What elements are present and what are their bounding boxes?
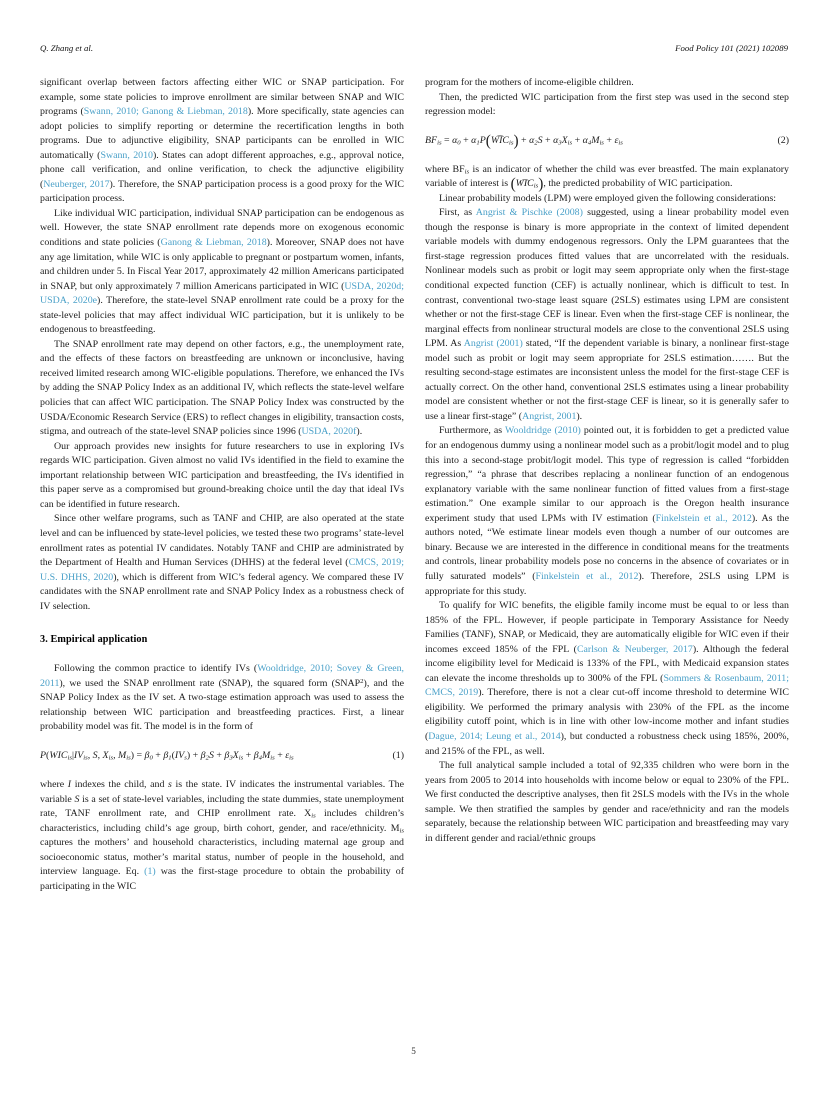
equation (40, 747, 404, 765)
citation-link[interactable]: Sommers & Rosenbaum, 2011; CMCS, 2019 (425, 672, 789, 699)
text-segment: ) (538, 175, 544, 193)
text-segment: Then, the predicted WIC participation from the first step was used in the second step regression model: (425, 91, 789, 118)
text-segment: ( (510, 175, 516, 193)
text-segment: 1 (168, 754, 172, 762)
text-segment: | (71, 749, 74, 761)
text-segment: ⌢ WIC (491, 132, 509, 150)
citation-link[interactable]: (1) (144, 866, 156, 878)
text-segment: 3 (558, 139, 562, 147)
paragraph (425, 759, 789, 846)
text-segment: Furthermore, as (439, 425, 506, 437)
text-segment: , (113, 749, 119, 761)
text-segment: 4 (258, 754, 262, 762)
equation (425, 132, 789, 150)
text-segment: ). Moreover, SNAP does not have any age limitation, while WIC is only applicable to pregnant or postpartum women, infants, and children under 5. In Fiscal Year 2017, approximately 42 million Americans participated in SNAP, but only approximately 7 million Americans participated in WIC ( (40, 237, 404, 292)
two-column-body (40, 76, 789, 894)
paragraph (40, 662, 404, 735)
text-segment: ) = (130, 749, 145, 761)
text-segment: + (460, 134, 472, 146)
text-segment: is (126, 754, 131, 762)
text-segment: + (243, 749, 254, 761)
text-segment: ( (46, 749, 50, 761)
text-segment: ) + (186, 749, 201, 761)
paragraph (425, 91, 789, 120)
text-segment: is (567, 139, 573, 147)
text-segment: IV (73, 749, 84, 761)
paragraph (425, 599, 789, 759)
text-segment: β (224, 749, 230, 761)
citation-link[interactable]: Ganong & Liebman, 2018 (160, 237, 267, 249)
text-segment: X (232, 749, 239, 761)
text-segment: 2 (360, 677, 364, 685)
text-segment: α (452, 134, 458, 146)
text-segment: s (184, 754, 187, 762)
text-segment: where (40, 778, 68, 790)
text-segment: α (471, 134, 477, 146)
text-segment: Since other welfare programs, such as TANF and CHIP, are also operated at the state level and can be influenced by state-level policies, we tested these two programs’ state-level enrollment rates as potential IV candidates. Notably TANF and CHIP are administrated by the Department of Health and Human Services (DHHS) at the federal level ( (40, 513, 404, 569)
text-segment: was the first-stage procedure to obtain the probability of participating in the WIC (40, 866, 405, 892)
citation-link[interactable]: Neuberger, 2017 (43, 178, 110, 190)
text-segment: IV (174, 749, 185, 761)
text-segment: 3 (229, 754, 233, 762)
text-segment: S (537, 134, 543, 146)
text-segment: First, as (439, 207, 476, 219)
text-segment: ). (576, 410, 583, 422)
citation-link[interactable]: Angrist, 2001 (522, 410, 577, 422)
text-segment: β (200, 749, 206, 761)
text-segment: is (399, 827, 404, 835)
text-segment: significant overlap between factors affecting either WIC or SNAP participation. For example, some state policies to improve enrollment are similar between SNAP and WIC programs ( (40, 77, 404, 118)
text-segment: α (553, 134, 559, 146)
text-segment: ). (356, 426, 363, 438)
text-segment: + (518, 134, 530, 146)
text-segment: + (274, 749, 286, 761)
text-segment: , (97, 749, 103, 761)
text-segment: ), we used the SNAP enrollment rate (SNAP), the squared form (SNAP (59, 677, 361, 689)
text-segment: ). Although the federal income eligibility level for Medicaid is 133% of the FPL, with Medicaid expansion states can elevate the income thresholds up to 300% of the FPL ( (425, 643, 789, 684)
text-segment: ( (171, 749, 175, 761)
citation-link[interactable]: Angrist (2001) (463, 338, 523, 350)
running-head-author: Q. Zhang et al. (40, 43, 94, 53)
citation-link[interactable]: Swann, 2010; Ganong & Liebman, 2018 (83, 106, 248, 118)
text-segment: β (253, 749, 259, 761)
citation-link[interactable]: Carlson & Neuberger, 2017 (576, 643, 693, 655)
text-segment: Like individual WIC participation, individual SNAP participation can be endogenous as well. However, the state SNAP enrollment rate depends more on exogenous economic conditions and state policies ( (40, 207, 404, 249)
text-segment: α (529, 134, 535, 146)
text-segment: ). States can adopt different approaches, e.g., approval notice, phone call verification, and online verification, to check the adjunctive eligibility ( (40, 149, 404, 190)
text-segment: ), which is different from WIC’s federal agency. We compared these IV candidates with the SNAP enrollment rate and SNAP Policy Index as a robustness check of IV selection. (40, 571, 404, 612)
text-segment: captures the mothers’ and household characteristics, including maternal age group and socioeconomic status, mother’s marital status, number of people in the household, and interview language. Eq. (40, 837, 404, 878)
text-segment: S (74, 793, 80, 805)
text-segment: is (311, 812, 316, 820)
citation-link[interactable]: Finkelstein et al., 2012 (535, 570, 639, 582)
text-segment: 4 (587, 139, 592, 147)
column-right (425, 76, 789, 894)
text-segment: 1 (476, 139, 480, 147)
text-segment: is (289, 754, 294, 762)
citation-link[interactable]: USDA, 2020f (301, 426, 357, 438)
text-segment: I (67, 778, 72, 790)
text-segment: ), but conducted a robustness check using 185%, 200%, and 215% of the FPL, as well. (425, 730, 789, 757)
paragraph (40, 440, 404, 513)
text-segment: P (40, 749, 47, 761)
text-segment: M (591, 134, 600, 146)
text-segment: suggested, using a linear probability model even though the response is binary is more appropriate in the context of limited dependent variable models with dummy endogenous regressors. Only the LPM guarantees that the first-stage regression produces fitted values that are uncorrelated with the residuals. Nonlinear models such as probit or logit may seem appropriate only when the first-stage conditional expected function (CEF) is actually nonlinear, which is difficult to test. In contrast, conventional two-stage least square (2SLS) estimates using LPM are consistent whether or not the first-stage CEF is linear. Even when the first-stage CEF is nonlinear, the marginal effects from nonlinear structural models are close to the conventional 2SLS using LPM. As (425, 207, 789, 350)
citation-link[interactable]: Wooldridge, 2010; Sovey & Green, 2011 (40, 663, 404, 689)
text-segment: ⌢ WIC (516, 177, 534, 192)
text-segment: 0 (149, 754, 153, 762)
text-segment: is (464, 168, 470, 176)
text-segment: pointed out, it is forbidden to get a predicted value for an endogenous dummy using a nonlinear model such as a probit/logit model and to plug this into a second-stage probit/logit model. This type of regression is called “forbidden regression,” “a phrase that describes replacing a nonlinear function of an endogenous explanatory variable with the same nonlinear function of fitted values from a first-stage estimation.” One example similar to our approach is the Oregon health insurance experiment study that used LPMs with IV estimation ( (425, 425, 789, 524)
text-segment: ), and the SNAP Policy Index as the IV set. A two-stage estimation approach was used to assess the relationship between WIC participation and breastfeeding practices. First, a linear probability model was fit. The model is in the form of (40, 677, 404, 733)
text-segment: 0 (457, 139, 461, 147)
page-number: 5 (411, 1046, 416, 1056)
text-segment: WIC (49, 749, 68, 761)
paragraph (40, 338, 404, 440)
text-segment: ε (285, 749, 290, 761)
text-segment: 2 (205, 754, 209, 762)
text-segment: is (599, 139, 604, 147)
equation-number: (2) (777, 134, 789, 146)
text-segment: ) (513, 132, 519, 150)
paragraph (425, 76, 789, 91)
citation-link[interactable]: Dague, 2014; Leung et al., 2014 (428, 730, 561, 742)
text-segment: BF (425, 134, 438, 146)
text-segment: + (603, 134, 615, 146)
text-segment: + (213, 749, 225, 761)
text-segment: , (87, 749, 93, 761)
text-segment: ). More specifically, state agencies can adopt policies to simplify reporting or determine the recertification lengths in both programs. Due to adjunctive eligibility, SNAP participants can be enrolled in WIC automatically ( (40, 106, 405, 161)
text-segment: The SNAP enrollment rate may depend on other factors, e.g., the unemployment rate, and the effects of these factors on breastfeeding are unknown or inconclusive, having received limited research among WIC-eligible populations. Therefore, we enhanced the IVs by adding the SNAP Policy Index as an additional IV, which reflects the state-level welfare policies that can affect WIC participation. The SNAP Policy Index was constructed by the USDA/Economic Research Service (ERS) to reflect changes in eligibility, transaction costs, stigma, and outreach of the state-level SNAP policies since 1996 ( (40, 338, 404, 438)
paragraph (40, 512, 404, 614)
text-segment: is (83, 754, 88, 762)
text-segment: X (561, 134, 568, 146)
text-segment: P (479, 134, 486, 146)
citation-link[interactable]: Wooldridge (2010) (505, 425, 581, 437)
text-segment: ( (485, 132, 491, 150)
text-segment: , the predicted probability of WIC participation. (543, 178, 733, 190)
text-segment: Our approach provides new insights for future researchers to use in exploring IVs regards WIC participation. Given almost no valid IVs identified in the field to examine the important relationship between WIC participation and breastfeeding, the IVs identified in this paper serve as a compromised but ground-breaking choice until the day that ideal IVs can be identified in future research. (40, 440, 404, 510)
paragraph (425, 163, 789, 192)
text-segment: is (618, 139, 623, 147)
citation-link[interactable]: USDA, 2020d; USDA, 2020e (40, 280, 404, 307)
text-segment: 2 (534, 139, 538, 147)
paragraph (40, 207, 404, 338)
citation-link[interactable]: Finkelstein et al., 2012 (655, 512, 752, 524)
text-segment: + (542, 134, 554, 146)
text-segment: is the state. IV indicates the instrumental variables. The variable (40, 778, 404, 805)
text-segment: S (208, 749, 214, 761)
paragraph (425, 206, 789, 424)
text-segment: ). As the authors noted, “We estimate linear models even though a number of our outcomes are binary. Because we are interested in the difference in conditional means for the treatments and controls, linear probability models pose no concerns in the absence of covariates or in fully saturated models” ( (425, 512, 789, 582)
text-segment: ε (614, 134, 619, 146)
column-left (40, 76, 404, 894)
text-segment: ). Therefore, there is not a clear cut-off income threshold to determine WIC eligibility. We performed the primary analysis with 230% of the FPL as the income eligibility cutoff point, which is in line with other low-income mother and infant studies ( (425, 687, 789, 742)
text-segment: is (533, 182, 539, 190)
text-segment: Following the common practice to identify IVs ( (54, 663, 258, 675)
text-segment: is (67, 754, 72, 762)
citation-link[interactable]: Swann, 2010 (100, 149, 153, 161)
text-segment: is (108, 754, 114, 762)
text-segment: X (102, 749, 109, 761)
text-segment: + (572, 134, 583, 146)
text-segment: program for the mothers of income-eligible children. (425, 77, 634, 88)
text-segment: stated, “If the dependent variable is binary, a nonlinear first-stage model such as probit or logit may seem appropriate for 2SLS estimation……. But the resulting second-stage estimates are inconsistent unless the model for the first-stage CEF is actually correct. On the other hand, conventional 2SLS estimates using a linear probability model are consistent whether or not the first-stage CEF is linear, so it is generally safer to use a linear first-stage” ( (425, 338, 790, 422)
text-segment: β (163, 749, 169, 761)
text-segment: S (92, 749, 98, 761)
citation-link[interactable]: Angrist & Pischke (2008) (475, 207, 583, 219)
text-segment: ). Therefore, the SNAP participation process is a good proxy for the WIC participation process. (40, 178, 404, 205)
text-segment: + (152, 749, 164, 761)
text-segment: is a set of state-level variables, including the state dummies, state unemployment rate, TANF enrollment rate, and CHIP enrollment rate. X (40, 793, 404, 820)
paragraph (40, 76, 404, 207)
text-segment: ). Therefore, the state-level SNAP enrollment rate could be a proxy for the state-level policies that may affect individual WIC participation, but it is unlikely to be endogenous to breastfeeding. (40, 295, 404, 336)
text-segment: The full analytical sample included a total of 92,335 children who were born in the years from 2005 to 2014 into households with income below or equal to 230% of the FPL. We first conducted the descriptive analyses, then fit 2SLS models with the IVs in the whole sample. We then stratified the samples by gender and race/ethnicity and ran the models separately, because the relationship between WIC participation and breastfeeding may vary in different gender and racial/ethnic groups (425, 760, 789, 844)
paragraph (425, 424, 789, 599)
text-segment: α (582, 134, 588, 146)
text-segment: is (437, 139, 442, 147)
text-segment: M (262, 749, 271, 761)
paragraph (425, 192, 789, 207)
text-segment: is (238, 754, 244, 762)
equation-body (40, 747, 294, 765)
text-segment: = (441, 134, 453, 146)
equation-number: (1) (392, 749, 404, 761)
text-segment: where BF (425, 163, 465, 175)
text-segment: is (270, 754, 275, 762)
text-segment: indexes the child, and (71, 778, 169, 790)
citation-link[interactable]: CMCS, 2019; U.S. DHHS, 2020 (40, 557, 404, 583)
text-segment: is (508, 139, 514, 147)
text-segment: s (168, 778, 172, 790)
section-heading: 3. Empirical application (40, 634, 148, 646)
text-segment: is an indicator of whether the child was ever breastfed. The main explanatory variable of interest is (425, 163, 789, 190)
text-segment: ). Therefore, 2SLS using LPM is appropriate for this study. (425, 570, 789, 597)
text-segment: β (144, 749, 150, 761)
text-segment: Linear probability models (LPM) were employed given the following considerations: (439, 192, 777, 204)
text-segment: includes children’s characteristics, including child’s age group, birth cohort, gender, and race/ethnicity. M (40, 808, 404, 834)
paragraph (40, 778, 404, 894)
running-head-journal: Food Policy 101 (2021) 102089 (675, 43, 788, 53)
equation-body (425, 132, 623, 150)
text-segment: To qualify for WIC benefits, the eligible family income must be equal to or less than 185% of the FPL. However, if people participate in Temporary Assistance for Needy Families (TANF), SNAP, or Medicaid, they are automatically eligible for WIC even if their incomes exceed 185% of the FPL ( (425, 600, 789, 655)
text-segment: M (118, 749, 127, 761)
running-head (40, 43, 788, 53)
